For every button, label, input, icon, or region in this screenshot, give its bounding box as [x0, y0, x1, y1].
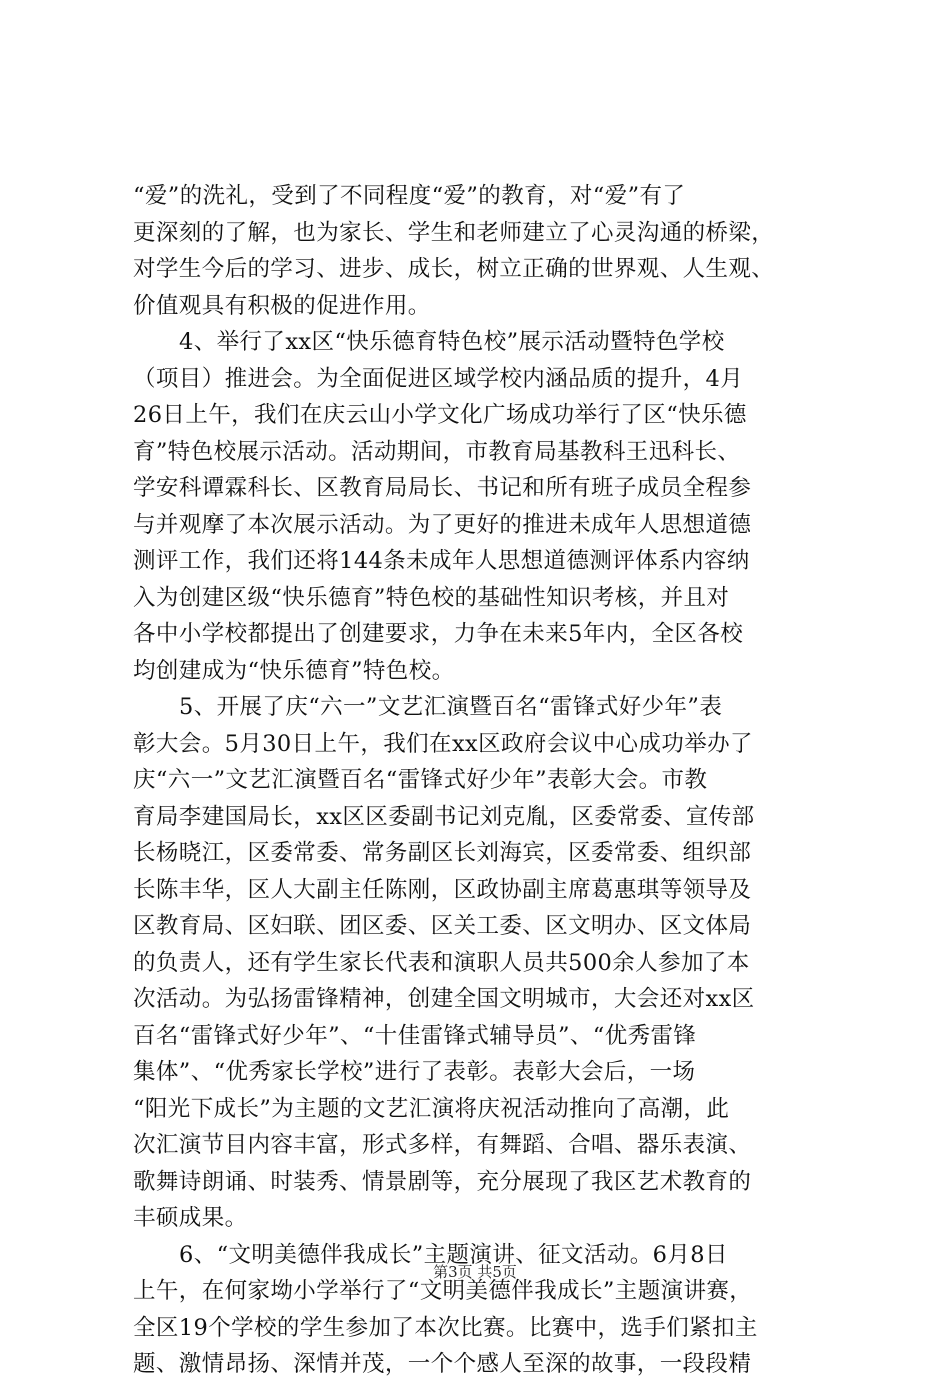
- text-line: 学安科谭霖科长、区教育局局长、书记和所有班子成员全程参: [133, 475, 752, 501]
- text-line: 的负责人，还有学生家长代表和演职人员共500余人参加了本: [133, 949, 750, 976]
- text-line: 题、激情昂扬、深情并茂，一个个感人至深的故事，一段段精: [133, 1351, 752, 1377]
- text-line: 更深刻的了解，也为家长、学生和老师建立了心灵沟通的桥梁，: [133, 219, 775, 246]
- text-line: 均创建成为“快乐德育”特色校。: [133, 657, 455, 684]
- text-line: 各中小学校都提出了创建要求，力争在未来5年内，全区各校: [133, 621, 744, 647]
- page-footer: 第3页 共5页: [433, 1263, 517, 1281]
- text-line: “阳光下成长”为主题的文艺汇演将庆祝活动推向了高潮，此: [133, 1095, 730, 1122]
- text-line: 26日上午，我们在庆云山小学文化广场成功举行了区“快乐德: [133, 402, 747, 428]
- text-line: 对学生今后的学习、进步、成长，树立正确的世界观、人生观、: [133, 256, 775, 282]
- text-line: 歌舞诗朗诵、时装秀、情景剧等，充分展现了我区艺术教育的: [133, 1168, 752, 1195]
- text-line: （项目）推进会。为全面促进区域学校内涵品质的提升，4月: [133, 365, 744, 392]
- text-line: 入为创建区级“快乐德育”特色校的基础性知识考核，并且对: [133, 584, 730, 611]
- text-line: 上午，在何家坳小学举行了“文明美德伴我成长”主题演讲赛，: [133, 1278, 753, 1304]
- text-line: 测评工作，我们还将144条未成年人思想道德测评体系内容纳: [133, 548, 750, 574]
- document-body: [133, 178, 823, 1383]
- text-line: 长陈丰华，区人大副主任陈刚，区政协副主席葛惠琪等领导及: [133, 876, 752, 903]
- text-line: 集体”、“优秀家长学校”进行了表彰。表彰大会后，一场: [133, 1059, 696, 1085]
- text-line: 全区19个学校的学生参加了本次比赛。比赛中，选手们紧扣主: [133, 1314, 758, 1341]
- paragraph-start-line: 6、“文明美德伴我成长”主题演讲、征文活动。6月8日: [179, 1241, 728, 1268]
- text-line: 与并观摩了本次展示活动。为了更好的推进未成年人思想道德: [133, 511, 752, 538]
- text-line: 彰大会。5月30日上午，我们在xx区政府会议中心成功举办了: [133, 730, 753, 757]
- paragraph-start-line: 4、举行了xx区“快乐德育特色校”展示活动暨特色学校: [179, 329, 725, 355]
- text-line: 庆“六一”文艺汇演暨百名“雷锋式好少年”表彰大会。市教: [133, 767, 708, 793]
- text-line: “爱”的洗礼，受到了不同程度“爱”的教育，对“爱”有了: [133, 183, 686, 209]
- text-line: 区教育局、区妇联、团区委、区关工委、区文明办、区文体局: [133, 913, 752, 939]
- text-line: 次活动。为弘扬雷锋精神，创建全国文明城市，大会还对xx区: [133, 986, 755, 1012]
- text-line: 育局李建国局长，xx区区委副书记刘克胤，区委常委、宣传部: [133, 803, 755, 830]
- text-line: 百名“雷锋式好少年”、“十佳雷锋式辅导员”、“优秀雷锋: [133, 1022, 697, 1049]
- paragraph-start-line: 5、开展了庆“六一”文艺汇演暨百名“雷锋式好少年”表: [179, 694, 723, 720]
- text-line: 丰硕成果。: [133, 1205, 248, 1231]
- text-line: 次汇演节目内容丰富，形式多样，有舞蹈、合唱、器乐表演、: [133, 1132, 752, 1158]
- text-line: 育”特色校展示活动。活动期间，市教育局基教科王迅科长、: [133, 438, 741, 465]
- text-line: 长杨晓江，区委常委、常务副区长刘海宾，区委常委、组织部: [133, 840, 752, 866]
- text-line: 价值观具有积极的促进作用。: [133, 292, 431, 319]
